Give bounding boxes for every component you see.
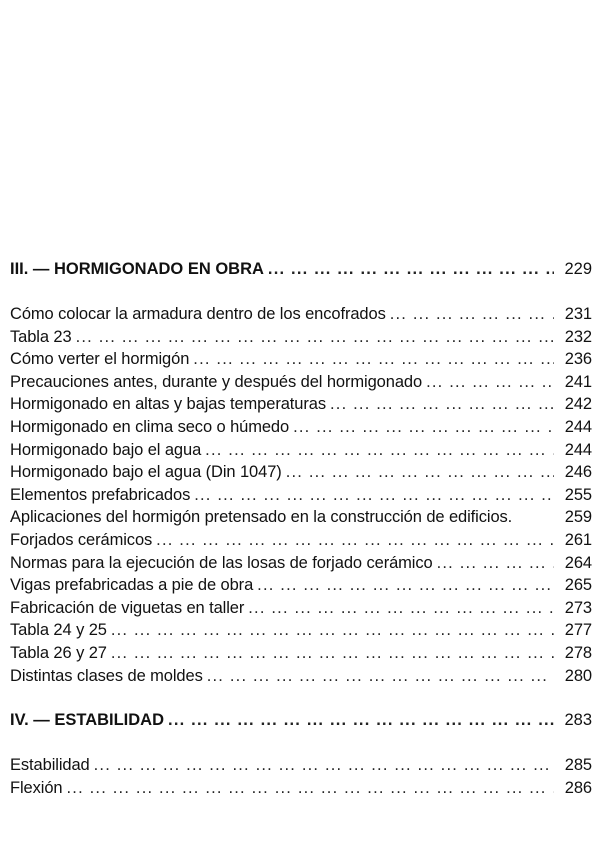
page-number: 264 [564, 553, 592, 572]
entry-title: Tabla 24 y 25 [10, 621, 107, 640]
page-number: 241 [564, 372, 592, 391]
page-number: 278 [564, 643, 592, 662]
section-title: IV. — ESTABILIDAD [10, 711, 165, 730]
dot-leader [111, 619, 554, 642]
page-number: 285 [564, 756, 592, 775]
entry-title: Hormigonado bajo el agua (Din 1047) [10, 463, 282, 482]
page-number: 246 [564, 463, 592, 482]
entries-list-iv [10, 754, 592, 799]
toc-entry [10, 777, 592, 800]
dot-leader [268, 256, 554, 282]
dot-leader [286, 461, 554, 484]
entry-title: Normas para la ejecución de las losas de forjado cerámico [10, 553, 433, 572]
entry-title: Flexión [10, 778, 63, 797]
toc-entry [10, 754, 592, 777]
entry-title: Fabricación de viguetas en taller [10, 598, 245, 617]
spacer [10, 282, 592, 303]
toc-entry [10, 461, 592, 484]
page-number: 273 [564, 598, 592, 617]
entry-title: Tabla 26 y 27 [10, 643, 107, 662]
page-number: 259 [564, 508, 592, 527]
toc-entry [10, 326, 592, 349]
toc-entry [10, 642, 592, 665]
page-number: 236 [564, 350, 592, 369]
page-number: 265 [564, 576, 592, 595]
entry-title: Cómo verter el hormigón [10, 350, 190, 369]
page-number: 244 [564, 417, 592, 436]
entry-title: Precauciones antes, durante y después del hormigonado [10, 372, 423, 391]
toc-entry [10, 371, 592, 394]
toc-entry [10, 597, 592, 620]
page-number: 244 [564, 440, 592, 459]
toc-entry [10, 439, 592, 462]
dot-leader [248, 597, 554, 620]
toc-entry [10, 348, 592, 371]
section-heading-iv [10, 707, 592, 733]
page-number: 255 [564, 485, 592, 504]
entry-title: Hormigonado en clima seco o húmedo [10, 417, 290, 436]
dot-leader [111, 642, 554, 665]
dot-leader [76, 326, 554, 349]
entry-title: Hormigonado en altas y bajas temperaturas [10, 395, 326, 414]
page-number: 242 [564, 395, 592, 414]
spacer [10, 687, 592, 707]
entry-title: Tabla 23 [10, 327, 72, 346]
toc-entry [10, 506, 592, 529]
page-number: 229 [564, 260, 592, 278]
dot-leader [293, 416, 554, 439]
page-number: 232 [564, 327, 592, 346]
entry-title: Cómo colocar la armadura dentro de los encofrados [10, 305, 386, 323]
page-number: 280 [564, 666, 592, 685]
dot-leader [426, 371, 554, 394]
page-number: 286 [564, 778, 592, 797]
dot-leader [193, 348, 554, 371]
dot-leader [437, 552, 554, 575]
dot-leader [330, 393, 554, 416]
dot-leader [205, 439, 554, 462]
dot-leader [156, 529, 554, 552]
toc-entry [10, 619, 592, 642]
toc-entry [10, 529, 592, 552]
toc-entry [10, 416, 592, 439]
dot-leader [194, 484, 554, 507]
entry-title: Estabilidad [10, 756, 90, 775]
page-number: 231 [564, 305, 592, 323]
entries-list-iii [10, 303, 592, 687]
page-number: 277 [564, 621, 592, 640]
toc-entry [10, 484, 592, 507]
dot-leader [390, 303, 554, 326]
entry-title: Forjados cerámicos [10, 530, 153, 549]
dot-leader [207, 665, 554, 688]
entry-title: Elementos prefabricados [10, 485, 191, 504]
dot-leader [257, 574, 554, 597]
entry-title: Aplicaciones del hormigón pretensado en la construcción de edificios. [10, 508, 513, 527]
entry-title: Vigas prefabricadas a pie de obra [10, 576, 254, 595]
toc-entry [10, 574, 592, 597]
toc-entry [10, 665, 592, 688]
entry-title: Distintas clases de moldes [10, 666, 203, 685]
toc-entry [10, 393, 592, 416]
spacer [10, 733, 592, 754]
section-heading-iii [10, 256, 592, 282]
page-number: 261 [564, 530, 592, 549]
toc-entry [10, 552, 592, 575]
toc-entry [10, 303, 592, 326]
page-number: 283 [564, 711, 592, 730]
section-title: III. — HORMIGONADO EN OBRA [10, 260, 264, 278]
dot-leader [94, 754, 554, 777]
dot-leader [67, 777, 555, 800]
entry-title: Hormigonado bajo el agua [10, 440, 202, 459]
table-of-contents [10, 256, 592, 799]
dot-leader [168, 707, 554, 733]
